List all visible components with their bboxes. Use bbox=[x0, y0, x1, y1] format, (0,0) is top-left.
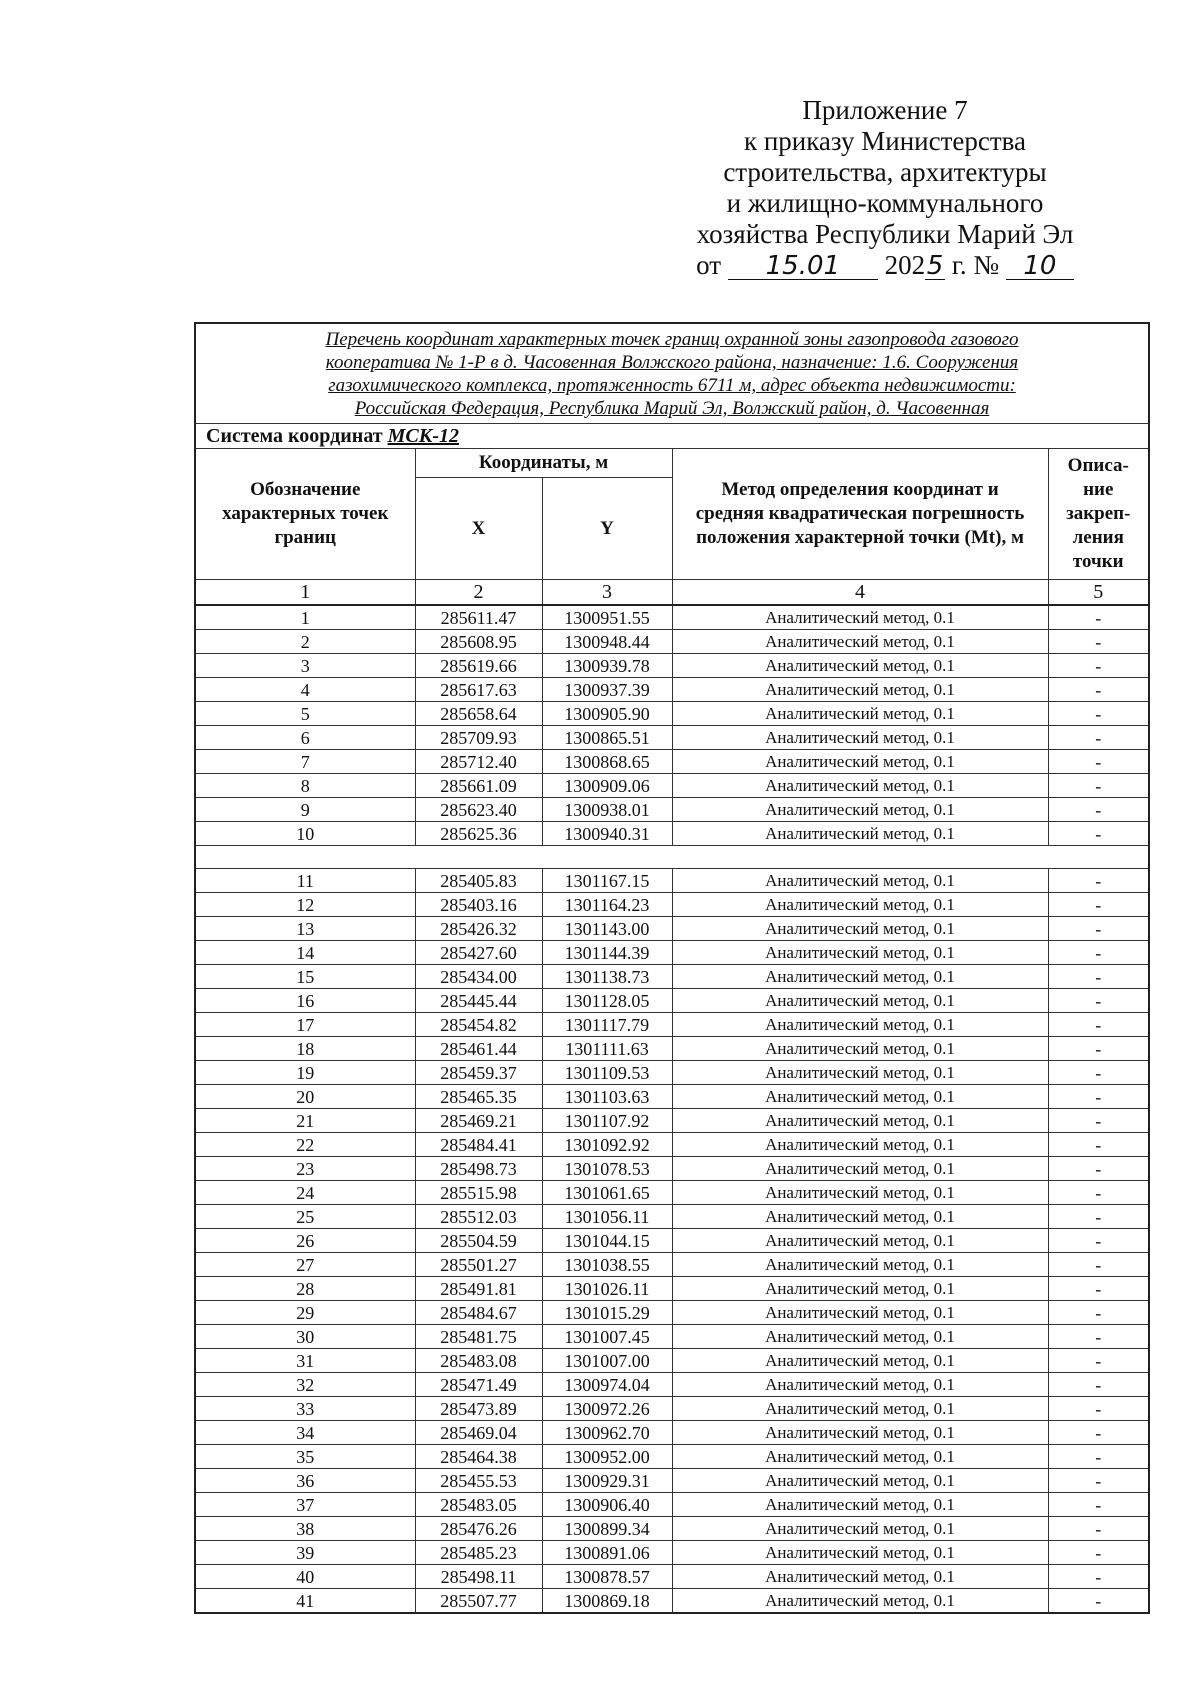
x-cell: 285515.98 bbox=[415, 1181, 542, 1205]
x-cell: 285427.60 bbox=[415, 941, 542, 965]
description-cell: - bbox=[1048, 1181, 1149, 1205]
x-cell: 285661.09 bbox=[415, 774, 542, 798]
method-cell: Аналитический метод, 0.1 bbox=[672, 1085, 1048, 1109]
y-cell: 1301044.15 bbox=[542, 1229, 672, 1253]
point-id-cell: 41 bbox=[195, 1589, 415, 1614]
point-id-cell: 18 bbox=[195, 1037, 415, 1061]
x-cell: 285658.64 bbox=[415, 702, 542, 726]
y-cell: 1301007.00 bbox=[542, 1349, 672, 1373]
appendix-line: строительства, архитектуры bbox=[723, 157, 1047, 187]
method-cell: Аналитический метод, 0.1 bbox=[672, 726, 1048, 750]
x-cell: 285481.75 bbox=[415, 1325, 542, 1349]
table-row bbox=[195, 1445, 1149, 1469]
description-cell: - bbox=[1048, 1445, 1149, 1469]
table-row bbox=[195, 654, 1149, 678]
appendix-line: и жилищно-коммунального bbox=[726, 188, 1044, 218]
point-id-cell: 25 bbox=[195, 1205, 415, 1229]
method-cell: Аналитический метод, 0.1 bbox=[672, 1229, 1048, 1253]
appendix-line: к приказу Министерства bbox=[743, 126, 1027, 156]
x-cell: 285608.95 bbox=[415, 630, 542, 654]
table-row bbox=[195, 989, 1149, 1013]
x-cell: 285498.11 bbox=[415, 1565, 542, 1589]
y-cell: 1301167.15 bbox=[542, 869, 672, 893]
table-row bbox=[195, 1541, 1149, 1565]
description-cell: - bbox=[1048, 917, 1149, 941]
table-row bbox=[195, 1157, 1149, 1181]
description-cell: - bbox=[1048, 630, 1149, 654]
method-cell: Аналитический метод, 0.1 bbox=[672, 605, 1048, 630]
point-id-cell: 28 bbox=[195, 1277, 415, 1301]
table-row bbox=[195, 1133, 1149, 1157]
table-row bbox=[195, 917, 1149, 941]
x-cell: 285611.47 bbox=[415, 605, 542, 630]
table-row bbox=[195, 774, 1149, 798]
method-cell: Аналитический метод, 0.1 bbox=[672, 750, 1048, 774]
description-cell: - bbox=[1048, 1397, 1149, 1421]
point-id-cell: 6 bbox=[195, 726, 415, 750]
point-id-cell: 29 bbox=[195, 1301, 415, 1325]
description-cell: - bbox=[1048, 1469, 1149, 1493]
y-cell: 1300938.01 bbox=[542, 798, 672, 822]
method-cell: Аналитический метод, 0.1 bbox=[672, 630, 1048, 654]
method-cell: Аналитический метод, 0.1 bbox=[672, 989, 1048, 1013]
coordinate-system-row bbox=[195, 424, 1149, 449]
description-cell: - bbox=[1048, 989, 1149, 1013]
method-cell: Аналитический метод, 0.1 bbox=[672, 1253, 1048, 1277]
y-cell: 1301143.00 bbox=[542, 917, 672, 941]
point-id-cell: 37 bbox=[195, 1493, 415, 1517]
description-cell: - bbox=[1048, 1277, 1149, 1301]
y-cell: 1300868.65 bbox=[542, 750, 672, 774]
point-id-cell: 22 bbox=[195, 1133, 415, 1157]
number-label: г. № bbox=[951, 250, 1000, 280]
table-row bbox=[195, 678, 1149, 702]
y-cell: 1300929.31 bbox=[542, 1469, 672, 1493]
x-cell: 285469.04 bbox=[415, 1421, 542, 1445]
table-row bbox=[195, 605, 1149, 630]
x-cell: 285434.00 bbox=[415, 965, 542, 989]
y-cell: 1301026.11 bbox=[542, 1277, 672, 1301]
column-number: 1 bbox=[195, 580, 415, 606]
point-id-cell: 39 bbox=[195, 1541, 415, 1565]
method-cell: Аналитический метод, 0.1 bbox=[672, 1325, 1048, 1349]
y-cell: 1301061.65 bbox=[542, 1181, 672, 1205]
point-id-cell: 5 bbox=[195, 702, 415, 726]
table-row bbox=[195, 630, 1149, 654]
description-cell: - bbox=[1048, 726, 1149, 750]
description-cell: - bbox=[1048, 1517, 1149, 1541]
description-cell: - bbox=[1048, 750, 1149, 774]
method-cell: Аналитический метод, 0.1 bbox=[672, 1181, 1048, 1205]
method-cell: Аналитический метод, 0.1 bbox=[672, 1061, 1048, 1085]
description-cell: - bbox=[1048, 798, 1149, 822]
method-cell: Аналитический метод, 0.1 bbox=[672, 702, 1048, 726]
table-row bbox=[195, 1421, 1149, 1445]
y-cell: 1300972.26 bbox=[542, 1397, 672, 1421]
point-id-cell: 30 bbox=[195, 1325, 415, 1349]
y-cell: 1301107.92 bbox=[542, 1109, 672, 1133]
header-row-1 bbox=[195, 449, 1149, 478]
method-cell: Аналитический метод, 0.1 bbox=[672, 1469, 1048, 1493]
y-cell: 1301056.11 bbox=[542, 1205, 672, 1229]
table-row bbox=[195, 1061, 1149, 1085]
x-cell: 285507.77 bbox=[415, 1589, 542, 1614]
point-id-cell: 38 bbox=[195, 1517, 415, 1541]
table-row bbox=[195, 1037, 1149, 1061]
y-cell: 1301109.53 bbox=[542, 1061, 672, 1085]
header-y: Y bbox=[542, 478, 672, 580]
point-id-cell: 35 bbox=[195, 1445, 415, 1469]
description-cell: - bbox=[1048, 893, 1149, 917]
header-coordinates: Координаты, м bbox=[415, 449, 672, 478]
table-row bbox=[195, 1469, 1149, 1493]
caption-line: газохимического комплекса, протяженность 6711 м, адрес объекта недвижимости: bbox=[328, 375, 1016, 396]
table-row bbox=[195, 1229, 1149, 1253]
y-cell: 1301007.45 bbox=[542, 1325, 672, 1349]
table-row bbox=[195, 702, 1149, 726]
method-cell: Аналитический метод, 0.1 bbox=[672, 965, 1048, 989]
method-cell: Аналитический метод, 0.1 bbox=[672, 774, 1048, 798]
table-row bbox=[195, 1493, 1149, 1517]
x-cell: 285471.49 bbox=[415, 1373, 542, 1397]
method-cell: Аналитический метод, 0.1 bbox=[672, 1565, 1048, 1589]
y-cell: 1300878.57 bbox=[542, 1565, 672, 1589]
year-prefix: 202 bbox=[884, 250, 926, 280]
description-cell: - bbox=[1048, 654, 1149, 678]
table-row bbox=[195, 750, 1149, 774]
table-row bbox=[195, 893, 1149, 917]
x-cell: 285484.67 bbox=[415, 1301, 542, 1325]
description-cell: - bbox=[1048, 1157, 1149, 1181]
table-row bbox=[195, 1013, 1149, 1037]
method-cell: Аналитический метод, 0.1 bbox=[672, 1133, 1048, 1157]
order-date: 15.01 bbox=[728, 253, 878, 280]
y-cell: 1301128.05 bbox=[542, 989, 672, 1013]
y-cell: 1300906.40 bbox=[542, 1493, 672, 1517]
y-cell: 1300909.06 bbox=[542, 774, 672, 798]
method-cell: Аналитический метод, 0.1 bbox=[672, 798, 1048, 822]
x-cell: 285403.16 bbox=[415, 893, 542, 917]
order-number: 10 bbox=[1006, 253, 1074, 280]
table-row bbox=[195, 1397, 1149, 1421]
description-cell: - bbox=[1048, 1373, 1149, 1397]
table-row bbox=[195, 1589, 1149, 1614]
method-cell: Аналитический метод, 0.1 bbox=[672, 1541, 1048, 1565]
method-cell: Аналитический метод, 0.1 bbox=[672, 654, 1048, 678]
description-cell: - bbox=[1048, 702, 1149, 726]
table-row bbox=[195, 869, 1149, 893]
x-cell: 285504.59 bbox=[415, 1229, 542, 1253]
table-row bbox=[195, 941, 1149, 965]
x-cell: 285491.81 bbox=[415, 1277, 542, 1301]
x-cell: 285454.82 bbox=[415, 1013, 542, 1037]
y-cell: 1301092.92 bbox=[542, 1133, 672, 1157]
order-date-line bbox=[650, 250, 1120, 281]
description-cell: - bbox=[1048, 941, 1149, 965]
header-method: Метод определения координат и средняя квадратическая погрешность положения характерной точки (Mt), м bbox=[672, 449, 1048, 580]
description-cell: - bbox=[1048, 1493, 1149, 1517]
point-id-cell: 21 bbox=[195, 1109, 415, 1133]
point-id-cell: 20 bbox=[195, 1085, 415, 1109]
description-cell: - bbox=[1048, 1037, 1149, 1061]
y-cell: 1300948.44 bbox=[542, 630, 672, 654]
point-id-cell: 19 bbox=[195, 1061, 415, 1085]
point-id-cell: 1 bbox=[195, 605, 415, 630]
y-cell: 1300939.78 bbox=[542, 654, 672, 678]
separator-row bbox=[195, 846, 1149, 869]
x-cell: 285709.93 bbox=[415, 726, 542, 750]
table-row bbox=[195, 1325, 1149, 1349]
table-row bbox=[195, 965, 1149, 989]
description-cell: - bbox=[1048, 1589, 1149, 1614]
x-cell: 285625.36 bbox=[415, 822, 542, 846]
x-cell: 285476.26 bbox=[415, 1517, 542, 1541]
y-cell: 1300891.06 bbox=[542, 1541, 672, 1565]
point-id-cell: 12 bbox=[195, 893, 415, 917]
method-cell: Аналитический метод, 0.1 bbox=[672, 1109, 1048, 1133]
x-cell: 285512.03 bbox=[415, 1205, 542, 1229]
separator-cell bbox=[195, 846, 1149, 869]
table-row bbox=[195, 1373, 1149, 1397]
point-id-cell: 23 bbox=[195, 1157, 415, 1181]
point-id-cell: 27 bbox=[195, 1253, 415, 1277]
description-cell: - bbox=[1048, 1013, 1149, 1037]
x-cell: 285459.37 bbox=[415, 1061, 542, 1085]
y-cell: 1300905.90 bbox=[542, 702, 672, 726]
y-cell: 1300937.39 bbox=[542, 678, 672, 702]
date-prefix: от bbox=[696, 250, 722, 280]
point-id-cell: 26 bbox=[195, 1229, 415, 1253]
description-cell: - bbox=[1048, 1133, 1149, 1157]
coordinate-system bbox=[195, 424, 1149, 449]
x-cell: 285465.35 bbox=[415, 1085, 542, 1109]
y-cell: 1301117.79 bbox=[542, 1013, 672, 1037]
caption-line: кооператива № 1-Р в д. Часовенная Волжского района, назначение: 1.6. Сооружения bbox=[325, 352, 1019, 373]
y-cell: 1301103.63 bbox=[542, 1085, 672, 1109]
column-number: 2 bbox=[415, 580, 542, 606]
description-cell: - bbox=[1048, 965, 1149, 989]
point-id-cell: 31 bbox=[195, 1349, 415, 1373]
description-cell: - bbox=[1048, 822, 1149, 846]
method-cell: Аналитический метод, 0.1 bbox=[672, 1157, 1048, 1181]
method-cell: Аналитический метод, 0.1 bbox=[672, 1445, 1048, 1469]
table-row bbox=[195, 726, 1149, 750]
y-cell: 1300899.34 bbox=[542, 1517, 672, 1541]
method-cell: Аналитический метод, 0.1 bbox=[672, 1589, 1048, 1614]
point-id-cell: 16 bbox=[195, 989, 415, 1013]
column-number: 4 bbox=[672, 580, 1048, 606]
table-row bbox=[195, 1301, 1149, 1325]
method-cell: Аналитический метод, 0.1 bbox=[672, 1373, 1048, 1397]
method-cell: Аналитический метод, 0.1 bbox=[672, 1397, 1048, 1421]
x-cell: 285712.40 bbox=[415, 750, 542, 774]
point-id-cell: 17 bbox=[195, 1013, 415, 1037]
x-cell: 285623.40 bbox=[415, 798, 542, 822]
appendix-line: Приложение 7 bbox=[802, 95, 968, 125]
description-cell: - bbox=[1048, 1109, 1149, 1133]
table-caption bbox=[195, 323, 1149, 424]
x-cell: 285485.23 bbox=[415, 1541, 542, 1565]
y-cell: 1301111.63 bbox=[542, 1037, 672, 1061]
method-cell: Аналитический метод, 0.1 bbox=[672, 941, 1048, 965]
method-cell: Аналитический метод, 0.1 bbox=[672, 1037, 1048, 1061]
y-cell: 1300951.55 bbox=[542, 605, 672, 630]
method-cell: Аналитический метод, 0.1 bbox=[672, 1205, 1048, 1229]
x-cell: 285405.83 bbox=[415, 869, 542, 893]
coordinates-table bbox=[194, 322, 1150, 1614]
header-description: Описа-ние закреп-ления точки bbox=[1048, 449, 1149, 580]
x-cell: 285426.32 bbox=[415, 917, 542, 941]
point-id-cell: 9 bbox=[195, 798, 415, 822]
y-cell: 1301138.73 bbox=[542, 965, 672, 989]
x-cell: 285498.73 bbox=[415, 1157, 542, 1181]
caption-line: Российская Федерация, Республика Марий Эл, Волжский район, д. Часовенная bbox=[354, 398, 990, 419]
x-cell: 285469.21 bbox=[415, 1109, 542, 1133]
description-cell: - bbox=[1048, 774, 1149, 798]
point-id-cell: 14 bbox=[195, 941, 415, 965]
description-cell: - bbox=[1048, 605, 1149, 630]
x-cell: 285483.05 bbox=[415, 1493, 542, 1517]
table-row bbox=[195, 1349, 1149, 1373]
description-cell: - bbox=[1048, 1229, 1149, 1253]
y-cell: 1301164.23 bbox=[542, 893, 672, 917]
point-id-cell: 15 bbox=[195, 965, 415, 989]
table-row bbox=[195, 822, 1149, 846]
description-cell: - bbox=[1048, 1061, 1149, 1085]
x-cell: 285461.44 bbox=[415, 1037, 542, 1061]
point-id-cell: 40 bbox=[195, 1565, 415, 1589]
appendix-line: хозяйства Республики Марий Эл bbox=[696, 219, 1074, 249]
table-row bbox=[195, 798, 1149, 822]
point-id-cell: 4 bbox=[195, 678, 415, 702]
x-cell: 285501.27 bbox=[415, 1253, 542, 1277]
header-x: X bbox=[415, 478, 542, 580]
appendix-header bbox=[650, 95, 1120, 281]
column-number: 3 bbox=[542, 580, 672, 606]
system-label: Система координат bbox=[206, 424, 383, 447]
method-cell: Аналитический метод, 0.1 bbox=[672, 1421, 1048, 1445]
column-number-row bbox=[195, 580, 1149, 606]
table-row bbox=[195, 1517, 1149, 1541]
year-digit: 5 bbox=[926, 251, 944, 281]
method-cell: Аналитический метод, 0.1 bbox=[672, 1301, 1048, 1325]
y-cell: 1300974.04 bbox=[542, 1373, 672, 1397]
table-row bbox=[195, 1085, 1149, 1109]
point-id-cell: 24 bbox=[195, 1181, 415, 1205]
table-row bbox=[195, 1109, 1149, 1133]
point-id-cell: 2 bbox=[195, 630, 415, 654]
description-cell: - bbox=[1048, 1565, 1149, 1589]
point-id-cell: 3 bbox=[195, 654, 415, 678]
description-cell: - bbox=[1048, 1421, 1149, 1445]
y-cell: 1301038.55 bbox=[542, 1253, 672, 1277]
x-cell: 285617.63 bbox=[415, 678, 542, 702]
table-row bbox=[195, 1181, 1149, 1205]
method-cell: Аналитический метод, 0.1 bbox=[672, 1013, 1048, 1037]
y-cell: 1300952.00 bbox=[542, 1445, 672, 1469]
y-cell: 1300865.51 bbox=[542, 726, 672, 750]
method-cell: Аналитический метод, 0.1 bbox=[672, 1349, 1048, 1373]
x-cell: 285619.66 bbox=[415, 654, 542, 678]
system-value: МСК-12 bbox=[387, 424, 459, 447]
method-cell: Аналитический метод, 0.1 bbox=[672, 678, 1048, 702]
method-cell: Аналитический метод, 0.1 bbox=[672, 893, 1048, 917]
point-id-cell: 33 bbox=[195, 1397, 415, 1421]
description-cell: - bbox=[1048, 1325, 1149, 1349]
point-id-cell: 7 bbox=[195, 750, 415, 774]
description-cell: - bbox=[1048, 1205, 1149, 1229]
x-cell: 285473.89 bbox=[415, 1397, 542, 1421]
description-cell: - bbox=[1048, 1301, 1149, 1325]
x-cell: 285455.53 bbox=[415, 1469, 542, 1493]
caption-row bbox=[195, 323, 1149, 424]
point-id-cell: 8 bbox=[195, 774, 415, 798]
method-cell: Аналитический метод, 0.1 bbox=[672, 1493, 1048, 1517]
x-cell: 285484.41 bbox=[415, 1133, 542, 1157]
y-cell: 1301015.29 bbox=[542, 1301, 672, 1325]
point-id-cell: 11 bbox=[195, 869, 415, 893]
x-cell: 285483.08 bbox=[415, 1349, 542, 1373]
point-id-cell: 32 bbox=[195, 1373, 415, 1397]
method-cell: Аналитический метод, 0.1 bbox=[672, 917, 1048, 941]
description-cell: - bbox=[1048, 678, 1149, 702]
point-id-cell: 36 bbox=[195, 1469, 415, 1493]
method-cell: Аналитический метод, 0.1 bbox=[672, 822, 1048, 846]
description-cell: - bbox=[1048, 1541, 1149, 1565]
method-cell: Аналитический метод, 0.1 bbox=[672, 869, 1048, 893]
x-cell: 285445.44 bbox=[415, 989, 542, 1013]
description-cell: - bbox=[1048, 869, 1149, 893]
point-id-cell: 34 bbox=[195, 1421, 415, 1445]
method-cell: Аналитический метод, 0.1 bbox=[672, 1517, 1048, 1541]
caption-line: Перечень координат характерных точек границ охранной зоны газопровода газового bbox=[325, 329, 1019, 350]
x-cell: 285464.38 bbox=[415, 1445, 542, 1469]
table-row bbox=[195, 1277, 1149, 1301]
description-cell: - bbox=[1048, 1253, 1149, 1277]
y-cell: 1301078.53 bbox=[542, 1157, 672, 1181]
table-row bbox=[195, 1253, 1149, 1277]
description-cell: - bbox=[1048, 1349, 1149, 1373]
point-id-cell: 10 bbox=[195, 822, 415, 846]
column-number: 5 bbox=[1048, 580, 1149, 606]
method-cell: Аналитический метод, 0.1 bbox=[672, 1277, 1048, 1301]
table-row bbox=[195, 1205, 1149, 1229]
y-cell: 1300940.31 bbox=[542, 822, 672, 846]
y-cell: 1301144.39 bbox=[542, 941, 672, 965]
y-cell: 1300962.70 bbox=[542, 1421, 672, 1445]
table-row bbox=[195, 1565, 1149, 1589]
description-cell: - bbox=[1048, 1085, 1149, 1109]
point-id-cell: 13 bbox=[195, 917, 415, 941]
y-cell: 1300869.18 bbox=[542, 1589, 672, 1614]
header-point: Обозначение характерных точек границ bbox=[195, 449, 415, 580]
